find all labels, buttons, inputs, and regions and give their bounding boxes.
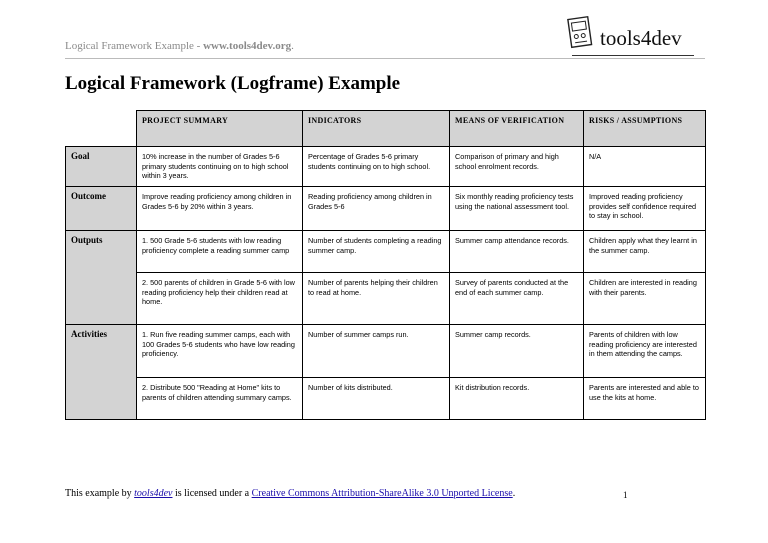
author-link[interactable]: tools4dev xyxy=(134,488,173,499)
table-cell: N/A xyxy=(584,147,706,187)
footer-suffix: . xyxy=(512,488,516,499)
table-cell: 1. 500 Grade 5-6 students with low reading proficiency complete a reading summer camp xyxy=(137,231,303,273)
column-header-risks-assumptions: RISKS / ASSUMPTIONS xyxy=(584,111,706,147)
column-header-means-of-verification: MEANS OF VERIFICATION xyxy=(450,111,584,147)
table-cell: Parents are interested and able to use the kits at home. xyxy=(584,378,706,420)
table-cell: Summer camp attendance records. xyxy=(450,231,584,273)
table-cell: Number of parents helping their children to read at home. xyxy=(303,273,450,325)
footer-prefix: This example by xyxy=(65,488,135,499)
table-cell: Improved reading proficiency provides self confidence required to stay in school. xyxy=(584,187,706,231)
table-cell: Summer camp records. xyxy=(450,325,584,378)
column-header-project-summary: PROJECT SUMMARY xyxy=(137,111,303,147)
column-header-indicators: INDICATORS xyxy=(303,111,450,147)
table-cell: Survey of parents conducted at the end of each summer camp. xyxy=(450,273,584,325)
row-header-activities: Activities xyxy=(66,325,137,420)
header-suffix: . xyxy=(291,40,294,52)
running-header xyxy=(65,40,294,52)
table-cell: 2. 500 parents of children in Grade 5-6 with low reading proficiency help their children read at home. xyxy=(137,273,303,325)
table-cell: 10% increase in the number of Grades 5-6 primary students continuing on to high school within 3 years. xyxy=(137,147,303,187)
table-cell: 2. Distribute 500 "Reading at Home" kits to parents of children attending summary camps. xyxy=(137,378,303,420)
page-number: 1 xyxy=(623,490,628,500)
header-prefix: Logical Framework Example - xyxy=(65,40,204,52)
row-header-outputs: Outputs xyxy=(66,231,137,325)
row-header-goal: Goal xyxy=(66,147,137,187)
table-cell: Percentage of Grades 5-6 primary students continuing on to high school. xyxy=(303,147,450,187)
row-header-outcome: Outcome xyxy=(66,187,137,231)
table-cell: Improve reading proficiency among children in Grades 5-6 by 20% within 3 years. xyxy=(137,187,303,231)
footer-middle: is licensed under a xyxy=(172,488,252,499)
header-domain: www.tools4dev.org xyxy=(203,40,292,52)
logframe-table xyxy=(65,110,706,420)
table-cell: Comparison of primary and high school enrolment records. xyxy=(450,147,584,187)
page-title: Logical Framework (Logframe) Example xyxy=(65,73,401,94)
table-cell: Parents of children with low reading proficiency are interested in them attending the camps. xyxy=(584,325,706,378)
table-cell: Reading proficiency among children in Grades 5-6 xyxy=(303,187,450,231)
table-cell: Kit distribution records. xyxy=(450,378,584,420)
table-cell: Children are interested in reading with their parents. xyxy=(584,273,706,325)
table-cell: Number of summer camps run. xyxy=(303,325,450,378)
license-link[interactable]: Creative Commons Attribution-ShareAlike 3.0 Unported License xyxy=(251,488,513,499)
table-cell: Six monthly reading proficiency tests using the national assessment tool. xyxy=(450,187,584,231)
table-cell: Children apply what they learnt in the summer camp. xyxy=(584,231,706,273)
logo-underline xyxy=(572,55,694,56)
table-row-activities-2 xyxy=(66,378,706,420)
table-row-goal xyxy=(66,147,706,187)
table-cell: Number of kits distributed. xyxy=(303,378,450,420)
table-row-outputs-2 xyxy=(66,273,706,325)
table-row-outputs-1 xyxy=(66,231,706,273)
table-row-activities-1 xyxy=(66,325,706,378)
table-cell: Number of students completing a reading summer camp. xyxy=(303,231,450,273)
table-cell: 1. Run five reading summer camps, each with 100 Grades 5-6 students who have low reading proficiency. xyxy=(137,325,303,378)
logo-text: tools4dev xyxy=(600,26,682,50)
table-header-row xyxy=(66,111,706,147)
corner-cell xyxy=(66,111,137,147)
header-rule xyxy=(65,58,705,59)
table-row-outcome xyxy=(66,187,706,231)
license-footer xyxy=(65,488,515,499)
